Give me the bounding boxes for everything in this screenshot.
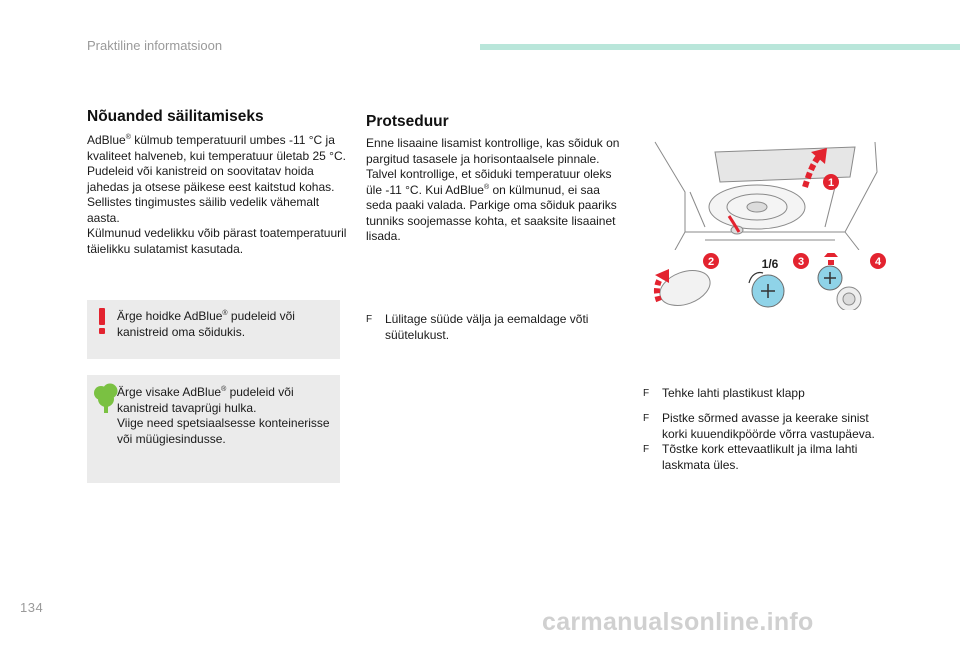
watermark: carmanualsonline.info: [542, 608, 814, 636]
callout-4: [870, 253, 886, 269]
running-header: Praktiline informatsioon: [87, 38, 223, 53]
tree-icon: [93, 383, 119, 413]
storage-paragraph-3: Külmunud vedelikku võib pärast toatemperatuuril täielikku sulatamist kasutada.: [87, 226, 347, 256]
step-turn-cap: [643, 411, 883, 442]
step-turn-cap-text: Pistke sõrmed avasse ja keerake sinist korki kuuendikpöörde võrra vastupäeva.: [662, 411, 875, 441]
step-lift-cap-text: Tõstke kork ettevaatlikult ja ilma lahti laskmata üles.: [662, 442, 858, 472]
procedure-heading: Protseduur: [366, 113, 449, 130]
bullet-marker: F: [643, 413, 650, 424]
procedure-text-b: on külmunud, ei saa seda paaki valada. Parkige oma sõiduk paariks tunniks soojemasse kohta, et saaksite lisaainet lisada.: [366, 182, 617, 243]
storage-paragraph-1: külmub temperatuuril umbes -11 °C ja kvaliteet halveneb, kui temperatuur ületab 25 °C. Pudeleid või kanistreid on soovitatav hoida jahedas ja otsese päikese eest kaitstud kohas.: [87, 133, 346, 194]
trunk-illustration: [645, 132, 882, 250]
step-lift-cap: [643, 442, 883, 473]
storage-text: [87, 133, 349, 257]
callout-1-label: 1: [827, 177, 835, 189]
procedure-text-a: Enne lisaaine lisamist kontrollige, kas sõiduk on pargitud tasasele ja horisontaalsele pinnale. Talvel kontrollige, et sõiduki temperatuur oleks üle -11 °C. Kui AdBlue: [366, 136, 620, 197]
bullet-marker: F: [366, 314, 373, 325]
eco-text-a: Ärge visake AdBlue: [117, 385, 222, 399]
exclamation-icon: [97, 308, 107, 334]
bullet-marker: F: [643, 444, 650, 455]
callout-2: [703, 253, 719, 269]
bullet-marker: F: [643, 388, 650, 399]
callout-3-label: 3: [797, 256, 805, 268]
adblue-word: AdBlue: [87, 133, 126, 147]
callout-3: [793, 253, 809, 269]
registered-mark: ®: [221, 386, 227, 393]
registered-mark: ®: [125, 134, 131, 141]
header-accent-bar: [480, 44, 960, 50]
procedure-step-1-text: Lülitage süüde välja ja eemaldage võti süütelukust.: [385, 312, 589, 342]
callout-2-label: 2: [707, 256, 715, 268]
warning-text-a: Ärge hoidke AdBlue: [117, 309, 223, 323]
procedure-step-1: [366, 312, 606, 343]
warning-text: [117, 309, 332, 340]
one-sixth-label: 1/6: [761, 257, 779, 271]
registered-mark: ®: [222, 310, 228, 317]
registered-mark: ®: [483, 183, 490, 191]
step-open-flap: [643, 386, 883, 402]
eco-text-c: Viige need spetsiaalsesse konteinerisse või müügiesindusse.: [117, 416, 330, 446]
eco-text: [117, 385, 337, 447]
eco-text-b: pudeleid või kanistreid tavaprügi hulka.: [117, 385, 294, 415]
eco-box: [87, 375, 340, 483]
storage-paragraph-2: Sellistes tingimustes säilib vedelik vähemalt aasta.: [87, 195, 320, 225]
cap-steps-illustration: [645, 253, 882, 310]
callout-4-label: 4: [874, 256, 882, 268]
procedure-text: [366, 136, 626, 245]
callout-1: [823, 174, 839, 190]
page-number: 134: [20, 600, 44, 615]
warning-box: [87, 300, 340, 359]
step-open-flap-text: Tehke lahti plastikust klapp: [662, 386, 805, 400]
warning-text-b: pudeleid või kanistreid oma sõidukis.: [117, 309, 295, 339]
storage-heading: Nõuanded säilitamiseks: [87, 108, 264, 125]
